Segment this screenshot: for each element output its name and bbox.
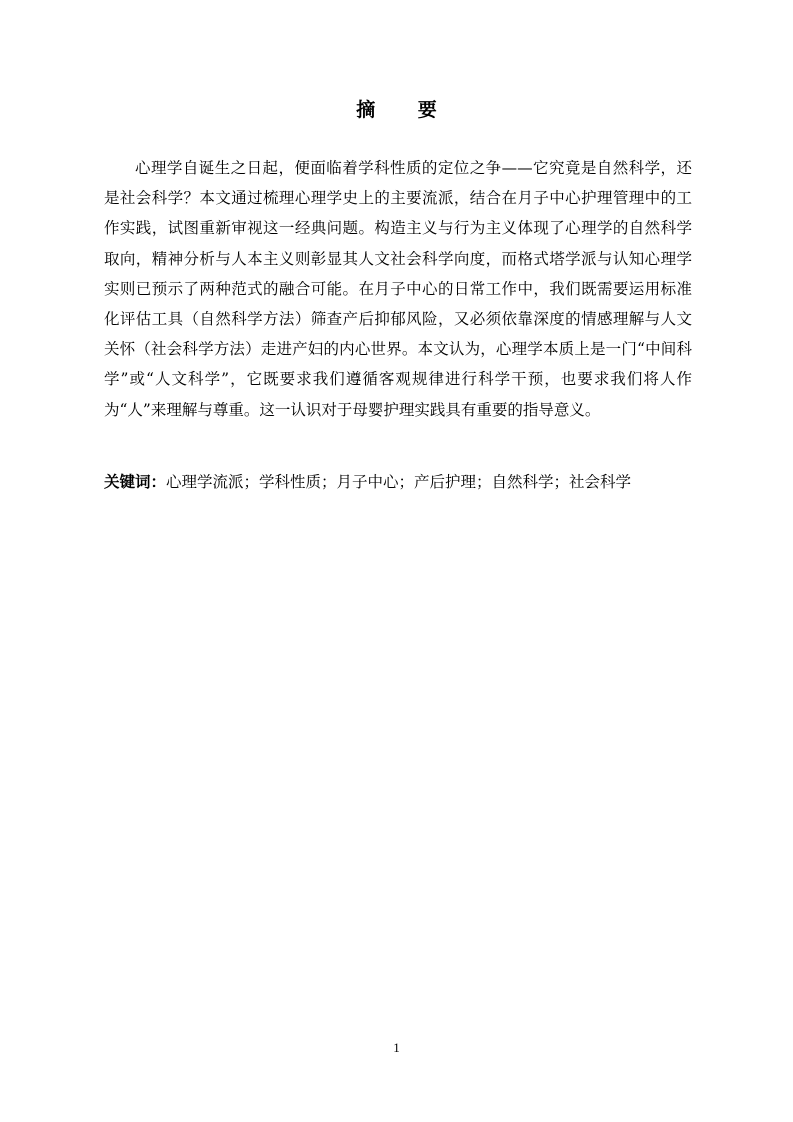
abstract-title: 摘 要	[356, 99, 455, 121]
keywords-line	[104, 469, 692, 495]
keywords-list: 心理学流派；学科性质；月子中心；产后护理；自然科学；社会科学	[166, 473, 632, 491]
abstract-body: 心理学自诞生之日起，便面临着学科性质的定位之争——它究竟是自然科学，还是社会科学？本文通过梳理心理学史上的主要流派，结合在月子中心护理管理中的工作实践，试图重新审视这一经典问题。构造主义与行为主义体现了心理学的自然科学取向，精神分析与人本主义则彰显其人文社会科学向度，而格式塔学派与认知心理学实则已预示了两种范式的融合可能。在月子中心的日常工作中，我们既需要运用标准化评估工具（自然科学方法）筛查产后抑郁风险，又必须依靠深度的情感理解与人文关怀（社会科学方法）走进产妇的内心世界。本文认为，心理学本质上是一门“中间科学”或“人文科学”，它既要求我们遵循客观规律进行科学干预，也要求我们将人作为“人”来理解与尊重。这一认识对于母婴护理实践具有重要的指导意义。	[104, 159, 692, 419]
page-number: 1	[393, 1040, 400, 1055]
keywords-label: 关键词：	[104, 473, 167, 491]
